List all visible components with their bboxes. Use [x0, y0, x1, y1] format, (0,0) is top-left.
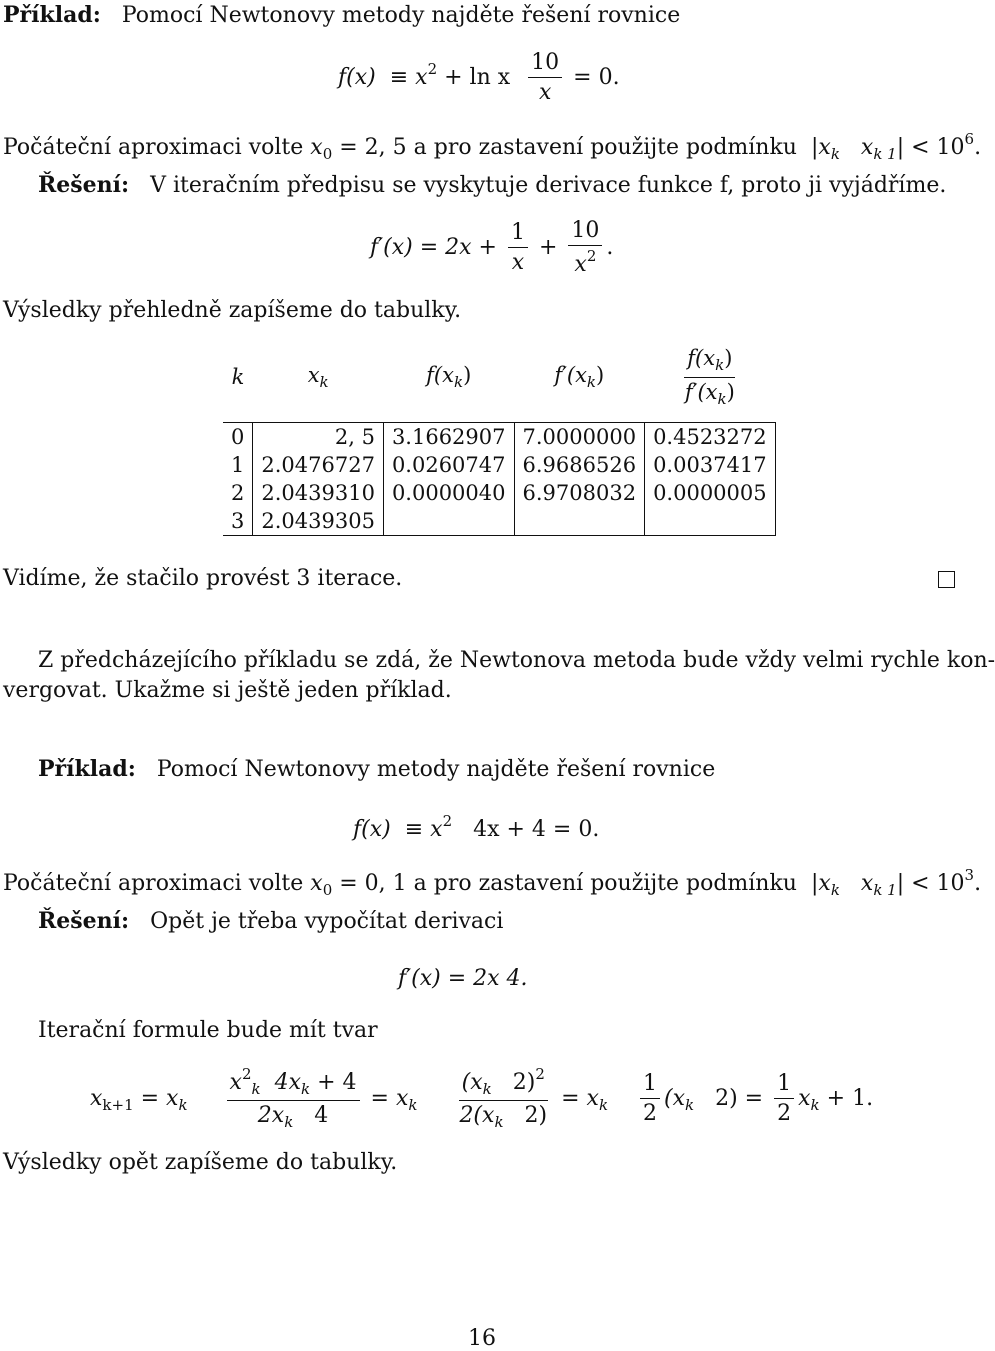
header-ratio	[645, 340, 776, 414]
eq2-x: x	[430, 817, 443, 842]
frac2-den-end: 2)	[524, 1103, 548, 1129]
deriv-frac2-sup: 2	[586, 247, 597, 266]
eq2-lhs: f(x)	[353, 817, 391, 842]
cell-ratio: 0.0000005	[645, 479, 776, 507]
header-xk-text: x	[307, 363, 320, 387]
formula-frac2: $\frac{(x_k 2)^2}{2(x_k 2)}$	[459, 1065, 548, 1132]
header-dfxk: $f'(x_k)$	[554, 363, 605, 391]
cell-dfxk	[514, 507, 645, 536]
example1-derivative: f′(x) = 2x + $\frac{1}{x}$ + $\frac{10}{x^2}$ .	[370, 218, 614, 278]
eq-rest: + ln x	[444, 64, 511, 90]
header-fxk: $f(x_k)$	[426, 363, 472, 391]
cond2-exp: 3	[964, 866, 975, 884]
iteration-table	[223, 340, 776, 536]
cond-xk1: x	[860, 135, 874, 160]
eq-x: x	[415, 64, 428, 90]
frac1-den: 2x	[257, 1103, 285, 1129]
cell-ratio: 0.0037417	[645, 451, 776, 479]
x0-value: = 2, 5 a pro zastavení použijte podmínku	[339, 135, 797, 160]
cond2-xk: x	[818, 871, 831, 896]
example1-solution	[38, 172, 946, 198]
eq-fraction	[528, 50, 562, 106]
frac1-rest: 4x	[274, 1070, 301, 1095]
cell-k: 3	[223, 507, 253, 536]
deriv-frac1-den: x	[511, 250, 525, 276]
example1-conclusion: Vidíme, že stačilo provést 3 iterace.	[3, 566, 403, 591]
cell-ratio	[645, 507, 776, 536]
half2-den: 2	[777, 1101, 792, 1127]
init-text: Počáteční aproximaci volte	[3, 135, 304, 160]
deriv-frac2-den: x	[574, 252, 587, 278]
formula-lhs: x	[90, 1085, 103, 1111]
cell-dfxk: 6.9708032	[514, 479, 645, 507]
table-row	[223, 451, 775, 479]
solution2-label: Řešení:	[38, 908, 130, 934]
example2-equation: $f(x) \equiv x^2$ 4x + 4 = 0.	[353, 812, 600, 842]
example2-solution	[38, 908, 503, 934]
paragraph-line2: vergovat. Ukažme si ještě jeden příklad.	[3, 678, 452, 703]
header-fxk-text: f(x	[426, 363, 454, 387]
formula-frac1: $\frac{x^2_k 4x_k + 4}{2x_k 4}$	[227, 1066, 360, 1132]
example2-label: Příklad:	[38, 756, 136, 782]
solution-text: V iteračním předpisu se vyskytuje derivace funkce f, proto ji vyjádříme.	[150, 173, 947, 198]
cond-exp: 6	[964, 130, 975, 148]
x0-2-value: = 0, 1 a pro zastavení použijte podmínku	[339, 871, 797, 896]
solution2-text: Opět je třeba vypočítat derivaci	[150, 909, 504, 934]
table-header-row	[223, 340, 775, 414]
header-dfxk-text: f′(x	[554, 363, 587, 387]
deriv-plus: +	[538, 234, 558, 260]
cell-xk: 2.0476727	[253, 451, 384, 479]
formula-paren-end: 2) =	[715, 1085, 764, 1111]
iteration-formula: $x_{k+1} = x_k$ $\frac{x^2_k 4x_k + 4}{2x_k 4}$ = $x_k$ $\frac{(x_k 2)^2}{2(x_k 2)}$ = $x_k$ $\frac{1}{2}$ ($x_k$ 2) = $\frac{1}{2}$ $x_k + 1$.	[90, 1065, 874, 1132]
cond2-tol: < 10	[911, 871, 965, 896]
formula-k: k	[178, 1095, 188, 1114]
cell-dfxk: 6.9686526	[514, 451, 645, 479]
deriv-frac1-num: 1	[508, 220, 528, 248]
half1-den: 2	[643, 1101, 658, 1127]
cell-k: 2	[223, 479, 253, 507]
header-xk: $x_k$	[307, 363, 329, 391]
cell-ratio: 0.4523272	[645, 423, 776, 452]
eq-frac-den: x	[538, 80, 552, 106]
x0: x	[310, 135, 323, 160]
frac2-num-end: 2)	[512, 1070, 536, 1095]
table-row	[223, 479, 775, 507]
cond2-xk1: x	[860, 871, 874, 896]
example1-text: Pomocí Newtonovy metody najděte řešení rovnice	[121, 3, 681, 28]
half1-num: 1	[640, 1071, 660, 1099]
formula-eq2: = x	[370, 1085, 409, 1111]
formula-paren: (x	[664, 1085, 686, 1111]
example2-derivative: f′(x) = 2x 4.	[398, 966, 528, 991]
deriv-frac2	[568, 218, 602, 278]
cell-dfxk: 7.0000000	[514, 423, 645, 452]
qed-square-icon	[938, 571, 955, 588]
frac2-num: (x	[461, 1070, 483, 1095]
formula-end-rest: + 1.	[826, 1085, 874, 1111]
cond-k1: k 1	[873, 145, 897, 163]
cell-fxk: 0.0000040	[383, 479, 514, 507]
cond-k: k	[830, 145, 840, 163]
example1-initial-condition: Počáteční aproximaci volte $x_0 = 2$, 5 a pro zastavení použijte podmínku $|x_k$ $x_{k 1}| < 10^6$.	[3, 130, 982, 163]
cell-fxk: 0.0260747	[383, 451, 514, 479]
eq2-rest: 4x + 4 = 0.	[473, 817, 600, 842]
init2-text: Počáteční aproximaci volte	[3, 871, 304, 896]
cell-k: 1	[223, 451, 253, 479]
frac2-den: 2(x	[459, 1103, 495, 1129]
deriv-lhs: f′(x) = 2x +	[370, 234, 497, 260]
example2-heading	[38, 756, 715, 782]
formula-eq1: = x	[140, 1085, 179, 1111]
example1-label: Příklad:	[3, 2, 101, 28]
iteration-intro: Iterační formule bude mít tvar	[38, 1018, 378, 1043]
cell-xk: 2.0439305	[253, 507, 384, 536]
example1-heading	[3, 2, 680, 28]
eq-end: = 0.	[573, 64, 620, 90]
eq-lhs: f(x)	[338, 64, 376, 90]
example1-equation: $f(x) \equiv x^2 + \ln x$ $\frac{10}{x}$ = 0.	[338, 50, 620, 106]
cond2-k1: k 1	[873, 881, 897, 899]
deriv-frac1	[508, 220, 528, 276]
page-number: 16	[468, 1326, 496, 1351]
frac1-den-end: 4	[314, 1103, 329, 1129]
cond-tol: < 10	[911, 135, 965, 160]
x0-sub: 0	[322, 145, 333, 163]
table-row	[223, 423, 775, 452]
cond-xk: x	[818, 135, 831, 160]
table-row	[223, 507, 775, 536]
table-intro: Výsledky přehledně zapíšeme do tabulky.	[3, 298, 462, 323]
cond2-k: k	[830, 881, 840, 899]
header-k: k	[231, 365, 245, 389]
frac1-x: x	[229, 1070, 242, 1095]
eq-frac-num: 10	[528, 50, 562, 78]
formula-eq3: = x	[561, 1085, 599, 1111]
formula-half1	[640, 1071, 660, 1127]
formula-end-x: x	[798, 1085, 811, 1111]
formula-lhs-sub: k+1	[102, 1095, 134, 1114]
frac1-sup: 2	[241, 1065, 252, 1083]
cell-fxk	[383, 507, 514, 536]
eq-sup: 2	[427, 59, 438, 78]
cell-xk: 2.0439310	[253, 479, 384, 507]
header-ratio-frac: $\frac{f(x_k)}{f'(x_k)}$	[684, 346, 735, 408]
table2-intro: Výsledky opět zapíšeme do tabulky.	[3, 1150, 398, 1175]
deriv-frac2-num: 10	[568, 218, 602, 246]
cell-xk: 2, 5	[253, 423, 384, 452]
cell-fxk: 3.1662907	[383, 423, 514, 452]
eq2-sup: 2	[442, 812, 453, 830]
formula-half2	[774, 1071, 794, 1127]
ratio-num: f(x	[687, 346, 716, 371]
half2-num: 1	[774, 1071, 794, 1099]
ratio-den: f′(x	[684, 379, 718, 404]
paragraph-line1: Z předcházejícího příkladu se zdá, že Newtonova metoda bude vždy velmi rychle kon-	[38, 648, 995, 673]
frac1-end: + 4	[317, 1070, 357, 1095]
x0-2-sub: 0	[322, 881, 333, 899]
cell-k: 0	[223, 423, 253, 452]
solution-label: Řešení:	[38, 172, 130, 198]
x0-2: x	[310, 871, 323, 896]
example2-initial-condition: Počáteční aproximaci volte $x_0 = 0$, 1 a pro zastavení použijte podmínku $|x_k$ $x_{k 1}| < 10^3$.	[3, 866, 982, 899]
example2-text: Pomocí Newtonovy metody najděte řešení rovnice	[156, 757, 716, 782]
